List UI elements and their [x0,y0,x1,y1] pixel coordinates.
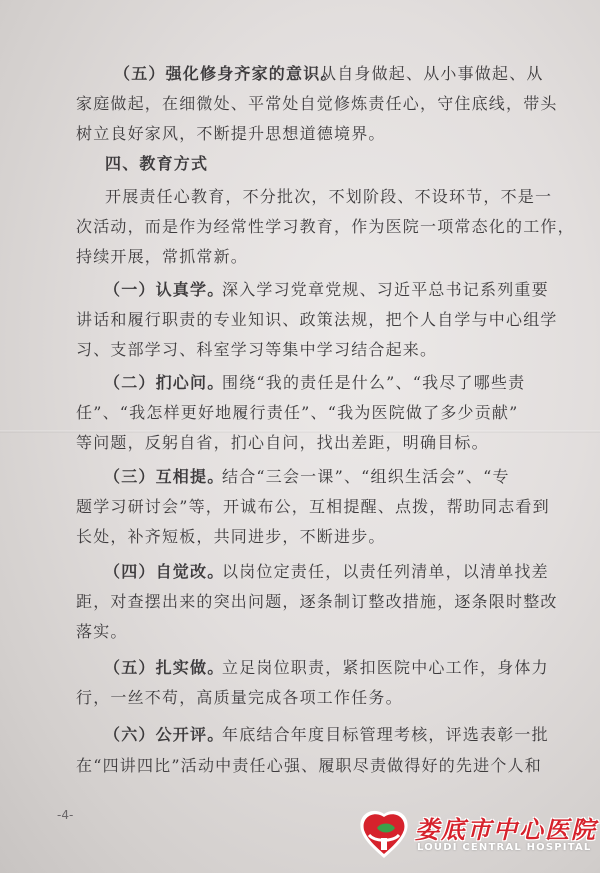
heading-mutual-advice: （三）互相提。 [104,467,225,486]
heading-self-correct: （四）自觉改。 [104,562,225,581]
text-line: 持续开展，常抓常新。 [76,247,249,266]
text-line: 等问题，反躬自省，扪心自问，找出差距，明确目标。 [76,433,489,452]
text-line: 深入学习党章党规、习近平总书记系列重要 [222,280,549,299]
text-line: 题学习研讨会”等，开诚布公，互相提醒、点拨，帮助同志看到 [76,497,550,516]
text-line: 开展责任心教育，不分批次，不划阶段、不设环节，不是一 [105,187,553,206]
hospital-watermark-logo [355,808,597,862]
heading-study: （一）认真学。 [104,280,225,299]
text-line: 结合“三会一课”、“组织生活会”、“专 [222,467,510,486]
hospital-emblem-icon [355,808,413,862]
heading-strengthen-family: （五）强化修身齐家的意识。 [114,64,338,83]
heading-self-question: （二）扪心问。 [104,373,225,392]
text-line: 年底结合年度目标管理考核，评选表彰一批 [222,725,549,744]
text-line: 在“四讲四比”活动中责任心强、履职尽责做得好的先进个人和 [76,756,542,775]
text-line: 围绕“我的责任是什么”、“我尽了哪些责 [222,373,526,392]
text-line: 习、支部学习、科室学习等集中学习结合起来。 [76,340,438,359]
text-line: 立足岗位职责，紧扣医院中心工作，身体力 [222,658,549,677]
text-line: 任”、“我怎样更好地履行责任”、“我为医院做了多少贡献” [76,403,519,422]
text-line: 落实。 [76,622,128,641]
text-line: 家庭做起，在细微处、平常处自觉修炼责任心，守住底线，带头 [76,94,558,113]
page-number: -4- [57,808,74,822]
text-line: 以岗位定责任，以责任列清单，以清单找差 [222,562,549,581]
heading-do-solidly: （五）扎实做。 [104,658,225,677]
text-line: 距，对查摆出来的突出问题，逐条制订整改措施，逐条限时整改 [76,592,558,611]
text-line: 树立良好家风，不断提升思想道德境界。 [76,124,386,143]
section-heading-education-method: 四、教育方式 [105,154,209,173]
hospital-name-cn: 娄底市中心医院 [415,816,597,844]
heading-public-evaluation: （六）公开评。 [104,725,225,744]
text-line: 讲话和履行职责的专业知识、政策法规，把个人自学与中心组学 [76,310,558,329]
text-line: 长处，补齐短板，共同进步，不断进步。 [76,527,386,546]
text-line: 行，一丝不苟，高质量完成各项工作任务。 [76,688,403,707]
hospital-name-en: LOUDI CENTRAL HOSPITAL [417,842,592,853]
text-line: 次活动，而是作为经常性学习教育，作为医院一项常态化的工作， [76,217,575,236]
text-line: 从自身做起、从小事做起、从 [320,64,544,83]
